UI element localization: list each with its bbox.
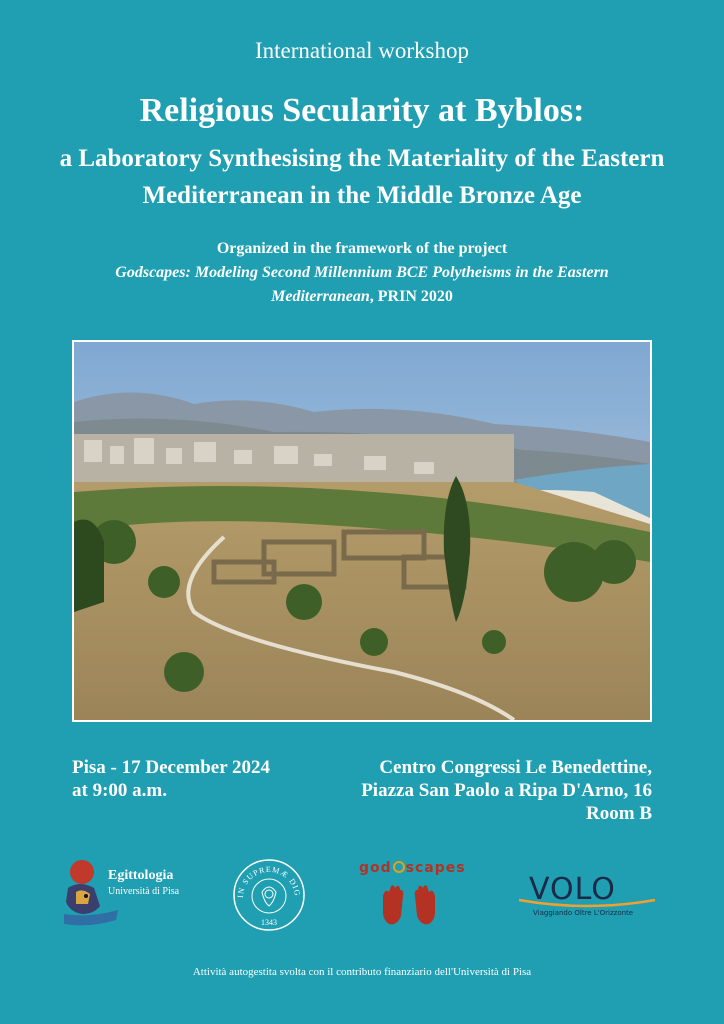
project-title-italic: Mediterranean	[271, 288, 370, 305]
venue-room: Room B	[586, 803, 652, 824]
byblos-landscape-photo	[72, 340, 652, 722]
university-seal-logo	[232, 858, 306, 932]
landscape-illustration	[74, 342, 650, 720]
title-line-2: a Laboratory Synthesising the Materiality of the Eastern	[59, 145, 665, 172]
event-kicker: International workshop	[255, 38, 469, 63]
egittologia-logo	[60, 858, 200, 934]
title-line-3: Mediterranean in the Middle Bronze Age	[142, 182, 582, 209]
project-title-line-2	[0, 288, 724, 306]
godscapes-suffix: scapes	[405, 860, 466, 876]
project-prin: , PRIN 2020	[369, 288, 453, 305]
egittologia-subtitle: Università di Pisa	[108, 886, 180, 897]
seal-emblem	[232, 858, 306, 932]
volo-tagline: Viaggiando Oltre L'Orizzonte	[533, 909, 634, 917]
godscapes-logo	[355, 860, 495, 932]
project-title-line-1: Godscapes: Modeling Second Millennium BCE Polytheisms in the Eastern	[115, 264, 609, 281]
godscapes-wordmark	[359, 860, 466, 876]
funding-note: Attività autogestita svolta con il contributo finanziario dell'Università di Pisa	[192, 966, 532, 978]
svg-text:IN SUPREMÆ DIGNITATIS	[232, 858, 302, 898]
seal-year: 1343	[261, 918, 277, 927]
volo-logo	[517, 872, 657, 922]
event-time: at 9:00 a.m.	[72, 780, 167, 801]
event-date: Pisa - 17 December 2024	[72, 757, 271, 778]
sun-icon	[392, 860, 406, 874]
organized-by-line: Organized in the framework of the project	[216, 240, 508, 257]
egittologia-title: Egittologia	[108, 868, 174, 883]
venue-address: Piazza San Paolo a Ripa D'Arno, 16	[361, 780, 652, 801]
title-line-1: Religious Secularity at Byblos:	[139, 92, 585, 129]
seal-text: IN SUPREMÆ DIG	[235, 864, 303, 899]
godscapes-prefix: god	[359, 860, 392, 876]
volo-wordmark: VOLO	[529, 872, 616, 907]
raised-hands-icon	[379, 882, 439, 930]
venue-name: Centro Congressi Le Benedettine,	[379, 757, 652, 778]
